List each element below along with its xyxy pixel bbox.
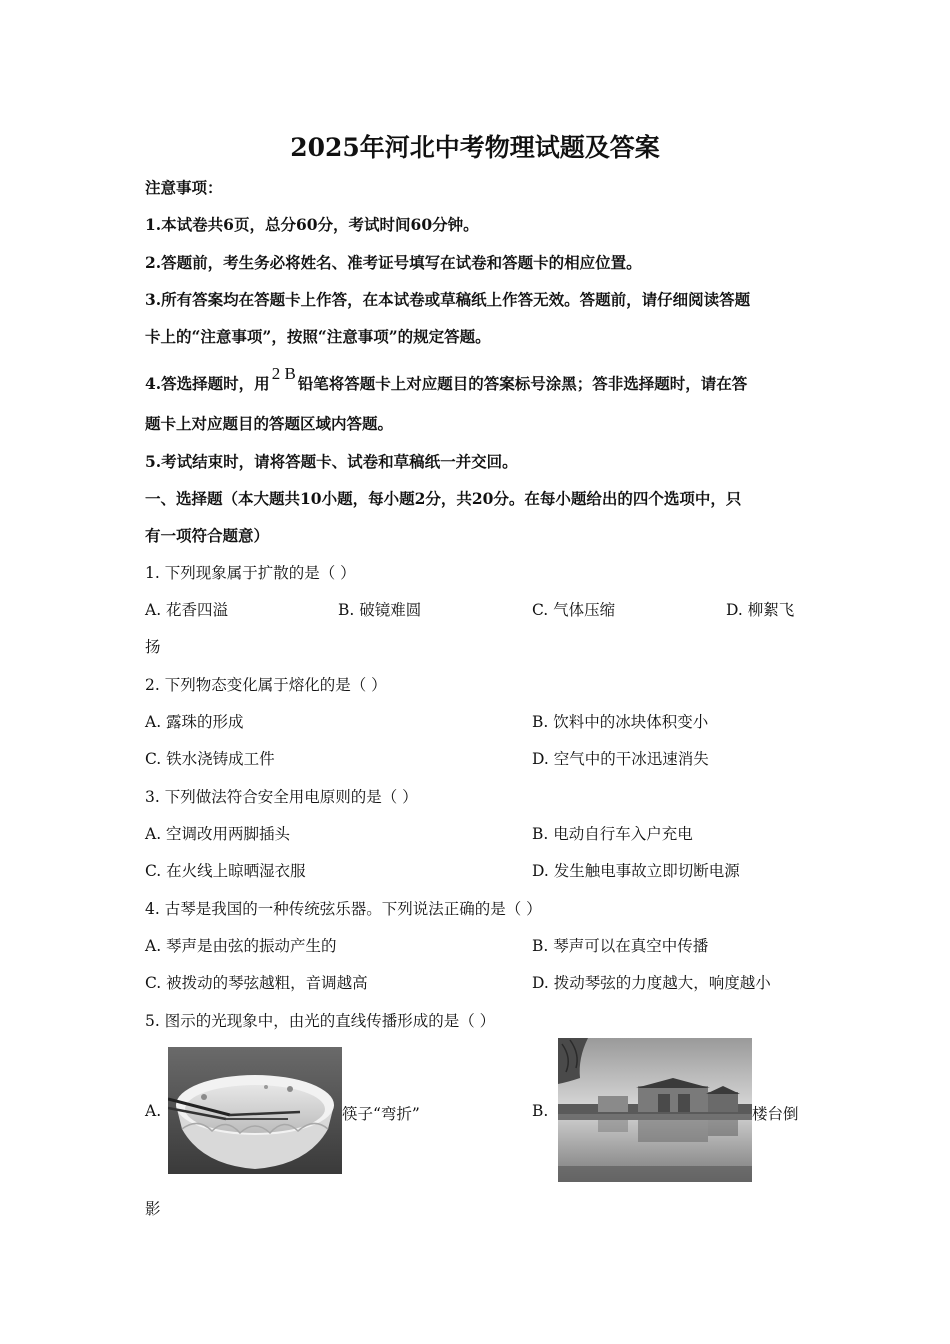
q3-option-d: D. 发生触电事故立即切断电源 — [532, 862, 740, 880]
page-title: 2025年河北中考物理试题及答案 — [290, 133, 660, 162]
notice-heading: 注意事项： — [145, 178, 223, 197]
q4-option-d: D. 拨动琴弦的力度越大，响度越小 — [532, 974, 771, 992]
notice-item-2: 2.答题前，考生务必将姓名、准考证号填写在试卷和答题卡的相应位置。 — [145, 253, 642, 272]
q1-option-d: D. 柳絮飞 — [726, 601, 795, 619]
q5-stem: 5. 图示的光现象中，由光的直线传播形成的是（ ） — [145, 1012, 496, 1030]
q5-option-a-label: A. — [145, 1102, 162, 1120]
notice-item-4-post: 铅笔将答题卡上对应题目的答案标号涂黑；答非选择题时，请在答 — [297, 374, 748, 393]
q1-option-a: A. 花香四溢 — [145, 601, 229, 619]
q3-option-c: C. 在火线上晾晒湿衣服 — [145, 862, 306, 880]
notice-item-4-line-1 — [145, 364, 748, 394]
q3-option-a: A. 空调改用两脚插头 — [145, 825, 291, 843]
notice-item-4-line-2: 题卡上对应题目的答题区域内答题。 — [145, 414, 394, 433]
q3-option-b: B. 电动自行车入户充电 — [532, 825, 693, 843]
q5-option-b-caption: 楼台倒 — [752, 1105, 799, 1123]
notice-item-5: 5.考试结束时，请将答题卡、试卷和草稿纸一并交回。 — [145, 452, 518, 471]
notice-item-1: 1.本试卷共6页，总分60分，考试时间60分钟。 — [145, 215, 479, 234]
q1-stem: 1. 下列现象属于扩散的是（ ） — [145, 564, 356, 582]
q2-option-c: C. 铁水浇铸成工件 — [145, 750, 275, 768]
q5-option-b-label: B. — [532, 1102, 549, 1120]
q2-option-a: A. 露珠的形成 — [145, 713, 244, 731]
notice-item-3-line-1: 3.所有答案均在答题卡上作答，在本试卷或草稿纸上作答无效。答题前，请仔细阅读答题 — [145, 290, 751, 309]
q2-option-d: D. 空气中的干冰迅速消失 — [532, 750, 709, 768]
chopsticks-bowl-image — [168, 1047, 342, 1174]
q3-stem: 3. 下列做法符合安全用电原则的是（ ） — [145, 788, 418, 806]
notice-item-3-line-2: 卡上的“注意事项”，按照“注意事项”的规定答题。 — [145, 327, 491, 346]
pavilion-reflection-image — [558, 1038, 752, 1182]
q4-option-b: B. 琴声可以在真空中传播 — [532, 937, 709, 955]
q5-option-a-caption: 筷子“弯折” — [342, 1105, 420, 1123]
q4-option-c: C. 被拨动的琴弦越粗，音调越高 — [145, 974, 368, 992]
q1-option-d-wrap: 扬 — [145, 638, 161, 656]
section-heading-line-2: 有一项符合题意） — [145, 526, 270, 545]
q2-stem: 2. 下列物态变化属于熔化的是（ ） — [145, 676, 387, 694]
q2-option-b: B. 饮料中的冰块体积变小 — [532, 713, 709, 731]
q4-option-a: A. 琴声是由弦的振动产生的 — [145, 937, 337, 955]
q1-option-c: C. 气体压缩 — [532, 601, 616, 619]
q4-stem: 4. 古琴是我国的一种传统弦乐器。下列说法正确的是（ ） — [145, 900, 542, 918]
notice-item-4-formula: 2 B — [271, 364, 296, 383]
q1-option-b: B. 破镜难圆 — [338, 601, 422, 619]
section-heading-line-1: 一、选择题（本大题共10小题，每小题2分，共20分。在每小题给出的四个选项中，只 — [145, 489, 742, 508]
q5-option-b-wrap: 影 — [145, 1200, 161, 1218]
notice-item-4-pre: 4.答选择题时，用 — [145, 374, 270, 393]
